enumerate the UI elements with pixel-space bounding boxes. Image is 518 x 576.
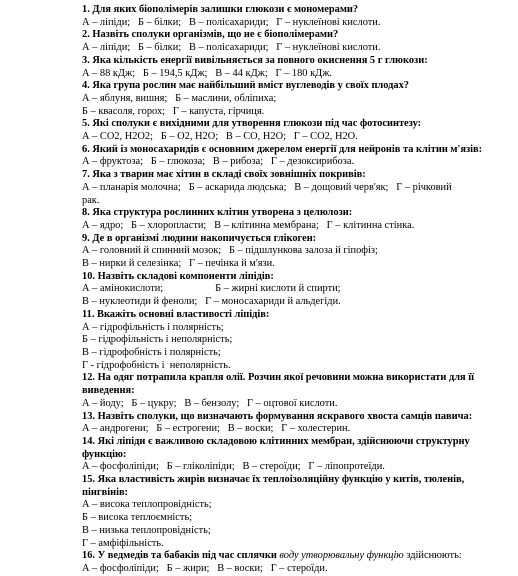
question-13 [82,411,504,436]
question-15 [82,474,504,550]
answer-options: А – фосфоліпіди; Б – гліколіпіди; В – стероїди; Г – ліпопротеїди. [82,461,385,473]
question-list [82,4,504,576]
answer-options: Б – квасоля, горох; Г – капуста, гірчиця. [82,105,265,117]
answer-options: Г – амфіфільність. [82,537,164,549]
answer-options: Б – висока теплоємність; [82,512,193,524]
question-11 [82,309,504,373]
answer-options: А – ліпіди; Б – білки; В – полісахариди; Г – нуклеїнові кислоти. [82,42,381,54]
answer-options: В – нуклеотиди й феноли; Г – моносахариди й альдегіди. [82,296,341,308]
question-title: 10. Назвіть складові компоненти ліпідів: [82,270,274,282]
answer-options: А – яблуня, вишня; Б – маслини, обліпиха; [82,92,277,104]
question-1 [82,4,504,29]
answer-options: А – йоду; Б – цукру; В – бензолу; Г – оцтової кислоти. [82,397,338,409]
question-title: 2. Назвіть сполуки організмів, що не є біополімерами? [82,29,339,41]
question-title: 1. Для яких біополімерів залишки глюкози є мономерами? [82,4,359,15]
answer-continuation: рак. [82,194,100,206]
answer-options: А – андрогени; Б – естрогени; В – воски; Г – холестерин. [82,423,351,435]
question-2 [82,29,504,54]
question-title: 15. Яка властивість жирів визначає їх теплоізоляційну функцію у китів, тюленів, пінгвінів: [82,474,465,498]
answer-options: В – нирки й селезінка; Г – печінка й м'язи. [82,258,275,270]
question-title: 11. Вкажіть основні властивості ліпідів: [82,308,270,320]
question-title: 4. Яка група рослин має найбільший вміст вуглеводів у своїх плодах? [82,80,410,92]
question-4 [82,80,504,118]
question-6 [82,144,504,169]
question-title: 13. Назвіть сполуки, що визначають формування яскравого хвоста самців павича: [82,410,473,422]
question-3 [82,55,504,80]
answer-options: В – низька теплопровідність; [82,524,211,536]
question-title: 12. На одяг потрапила крапля олії. Розчин якої речовини можна використати для її виведення: [82,372,475,397]
question-10 [82,271,504,309]
question-14 [82,436,504,474]
answer-options: Г - гідрофобність і неполярність. [82,359,231,371]
answer-options: А – фруктоза; Б – глюкоза; В – рибоза; Г – дезоксирибоза. [82,156,355,168]
answer-options: А – висока теплопровідність; [82,499,212,511]
answer-options: А – фосфоліпіди; Б – жири; В – воски; Г – стероїди. [82,562,328,574]
answer-options: А – гідрофільність і полярність; [82,321,224,333]
question-title: 7. Яка з тварин має хітин в складі своїх зовнішніх покривів: [82,169,366,181]
question-title: 5. Які сполуки є вихідними для утворення глюкози під час фотосинтезу: [82,118,422,130]
question-title: 6. Який із моносахаридів є основним джерелом енергії для нейронів та клітин м'язів: [82,143,483,155]
question-7 [82,169,504,207]
question-title: 14. Які ліпіди є важливою складовою клітинних мембран, здійснюючи структурну функцію: [82,435,470,460]
question-title: 3. Яка кількість енергії вивільняється за повного окиснення 5 г глюкози: [82,54,428,66]
answer-options: А – 88 кДж; Б – 194,5 кДж; В – 44 кДж; Г – 180 кДж. [82,67,333,79]
question-9 [82,233,504,271]
question-title: 9. Де в організмі людини накопичується глікоген: [82,232,317,244]
answer-options: Б – гідрофільність і неполярність; [82,334,233,346]
question-title-italic: воду утворювальну функцію [276,550,404,562]
question-title-rest: здійснюють: [403,550,462,562]
answer-options: А – ліпіди; Б – білки; В – полісахариди; Г – нуклеїнові кислоти. [82,16,381,28]
question-12 [82,372,504,410]
answer-options: А – планарія молочна; Б – аскарида людська; В – дощовий черв'як; Г – річковий [82,181,452,193]
question-8 [82,207,504,232]
question-5 [82,118,504,143]
question-title: 16. У ведмедів та бабаків під час сплячки воду утворювальну функцію здійснюють: [82,550,462,562]
answer-options: В – гідрофобність і полярність; [82,346,221,358]
answer-options: А – СО2, Н2О2; Б – О2, Н2О; В – СО, Н2О; Г – СО2, Н2О. [82,131,358,143]
question-title: 8. Яка структура рослинних клітин утворена з целюлози: [82,207,353,219]
answer-options: А – головний й спинний мозок; Б – підшлункова залоза й гіпофіз; [82,245,378,257]
question-16 [82,550,504,575]
answer-options: А – амінокислоти; Б – жирні кислоти й спирти; [82,283,341,295]
answer-options: А – ядро; Б – хлоропласти; В – клітинна мембрана; Г – клітинна стінка. [82,219,415,231]
